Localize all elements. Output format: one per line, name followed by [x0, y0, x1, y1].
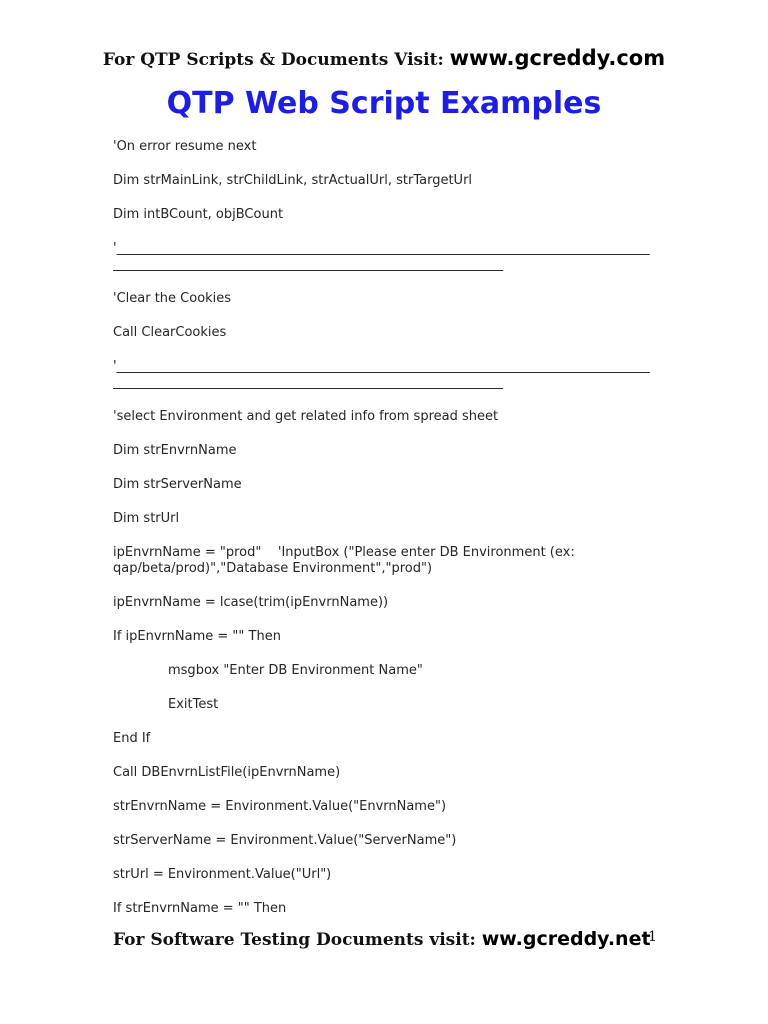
code-line: If strEnvrnName = "" Then — [113, 901, 287, 916]
code-paragraph — [113, 545, 661, 577]
code-paragraph — [113, 325, 661, 341]
code-line: Call ClearCookies — [113, 325, 227, 340]
separator-line: ____________________________________________________________ — [113, 257, 503, 272]
separator-paragraph — [113, 241, 661, 273]
code-paragraph — [113, 477, 661, 493]
document-footer — [113, 928, 651, 950]
code-line: 'Clear the Cookies — [113, 291, 232, 306]
code-paragraph — [113, 697, 661, 713]
separator-line: ____________________________________________________________ — [113, 375, 503, 390]
code-paragraph — [113, 867, 661, 883]
code-line: 'On error resume next — [113, 139, 257, 154]
code-line: msgbox "Enter DB Environment Name" — [168, 663, 423, 678]
page-number: 1 — [648, 929, 657, 945]
code-paragraph — [113, 731, 661, 747]
separator-paragraph — [113, 359, 661, 391]
code-line: Dim strMainLink, strChildLink, strActualUrl, strTargetUrl — [113, 173, 473, 188]
code-paragraph — [113, 511, 661, 527]
separator-line: '__________________________________________________________________________________ — [113, 241, 650, 256]
code-line: ipEnvrnName = lcase(trim(ipEnvrnName)) — [113, 595, 389, 610]
code-line: strServerName = Environment.Value("ServerName") — [113, 833, 457, 848]
code-line: Call DBEnvrnListFile(ipEnvrnName) — [113, 765, 341, 780]
code-line: strUrl = Environment.Value("Url") — [113, 867, 332, 882]
footer-url-text: ww.gcreddy.net — [481, 928, 651, 950]
code-paragraph — [113, 291, 661, 307]
code-line: 'select Environment and get related info from spread sheet — [113, 409, 499, 424]
code-line: ExitTest — [168, 697, 219, 712]
code-paragraph — [113, 409, 661, 425]
code-line: qap/beta/prod)","Database Environment","prod") — [113, 561, 433, 576]
code-line: Dim strUrl — [113, 511, 180, 526]
script-body — [113, 139, 661, 935]
code-paragraph — [113, 595, 661, 611]
code-paragraph — [113, 207, 661, 223]
header-prefix-text: For QTP Scripts & Documents Visit: — [102, 50, 450, 70]
code-paragraph — [113, 663, 661, 679]
code-paragraph — [113, 629, 661, 645]
code-line: End If — [113, 731, 151, 746]
code-paragraph — [113, 443, 661, 459]
code-paragraph — [113, 139, 661, 155]
code-paragraph — [113, 833, 661, 849]
code-line: Dim strServerName — [113, 477, 242, 492]
code-paragraph — [113, 765, 661, 781]
code-line: If ipEnvrnName = "" Then — [113, 629, 281, 644]
code-line: strEnvrnName = Environment.Value("EnvrnName") — [113, 799, 447, 814]
code-line: Dim intBCount, objBCount — [113, 207, 284, 222]
header-url-text: www.gcreddy.com — [449, 46, 666, 70]
code-paragraph — [113, 173, 661, 189]
code-line: Dim strEnvrnName — [113, 443, 237, 458]
separator-line: '__________________________________________________________________________________ — [113, 359, 650, 374]
document-header — [0, 46, 768, 70]
code-paragraph — [113, 799, 661, 815]
footer-prefix-text: For Software Testing Documents visit: — [113, 930, 482, 950]
page-title: QTP Web Script Examples — [166, 86, 602, 121]
code-line: ipEnvrnName = "prod" 'InputBox ("Please enter DB Environment (ex: — [113, 545, 575, 560]
code-paragraph — [113, 901, 661, 917]
